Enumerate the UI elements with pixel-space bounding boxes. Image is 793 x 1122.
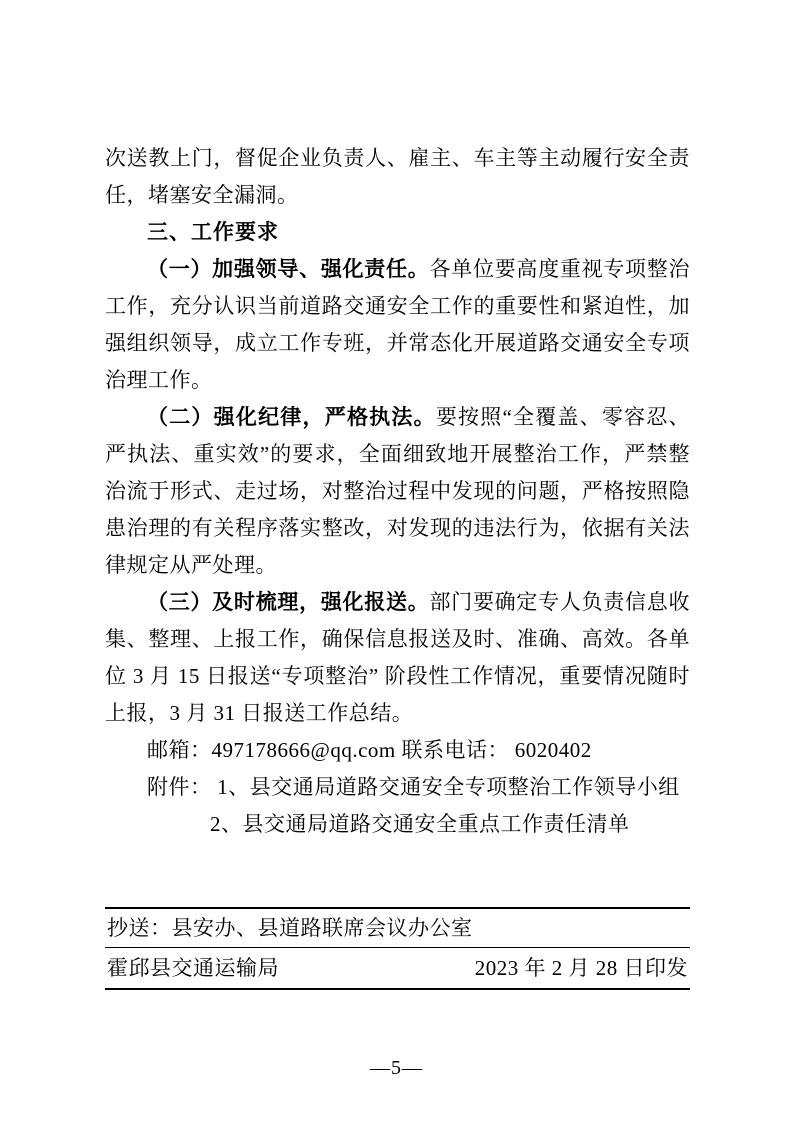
attachment-line-2: 2、县交通局道路交通安全重点工作责任清单 [210, 812, 630, 836]
issuer-name: 霍邱县交通运输局 [107, 956, 279, 980]
item-3-lead: （三）及时梳理，强化报送。 [147, 590, 430, 614]
contact-line: 邮箱：497178666@qq.com 联系电话： 6020402 [147, 738, 592, 762]
continuation-paragraph: 次送教上门，督促企业负责人、雇主、车主等主动履行安全责任，堵塞安全漏洞。 [105, 146, 690, 207]
paragraph-item-1 [105, 251, 690, 399]
item-2-lead: （二）强化纪律，严格执法。 [147, 405, 436, 429]
section-heading: 三、工作要求 [147, 221, 279, 244]
issuer-row [105, 948, 690, 988]
document-footer-block [105, 907, 690, 990]
cc-line: 抄送：县安办、县道路联席会议办公室 [105, 909, 690, 948]
item-2-body: 要按照“全覆盖、零容忍、严执法、重实效”的要求，全面细致地开展整治工作，严禁整治流于形式、走过场，对整治过程中发现的问题，严格按照隐患治理的有关程序落实整改，对发现的违法行为，依据有关法律规定从严处理。 [105, 405, 691, 577]
attachment-line-1: 附件： 1、县交通局道路交通安全专项整治工作领导小组 [147, 775, 680, 799]
print-date: 2023 年 2 月 28 日印发 [474, 956, 688, 980]
paragraph-item-3 [105, 584, 690, 732]
item-1-body: 各单位要高度重视专项整治工作，充分认识当前道路交通安全工作的重要性和紧迫性，加强组织领导，成立工作专班，并常态化开展道路交通安全专项治理工作。 [105, 257, 691, 392]
item-3-body: 部门要确定专人负责信息收集、整理、上报工作，确保信息报送及时、准确、高效。各单位 3 月 15 日报送“专项整治” 阶段性工作情况，重要情况随时上报，3 月 31 日报送工作总结。 [105, 590, 691, 725]
page-number: —5— [370, 1057, 423, 1079]
item-1-lead: （一）加强领导、强化责任。 [147, 257, 430, 281]
paragraph-item-2 [105, 399, 690, 584]
